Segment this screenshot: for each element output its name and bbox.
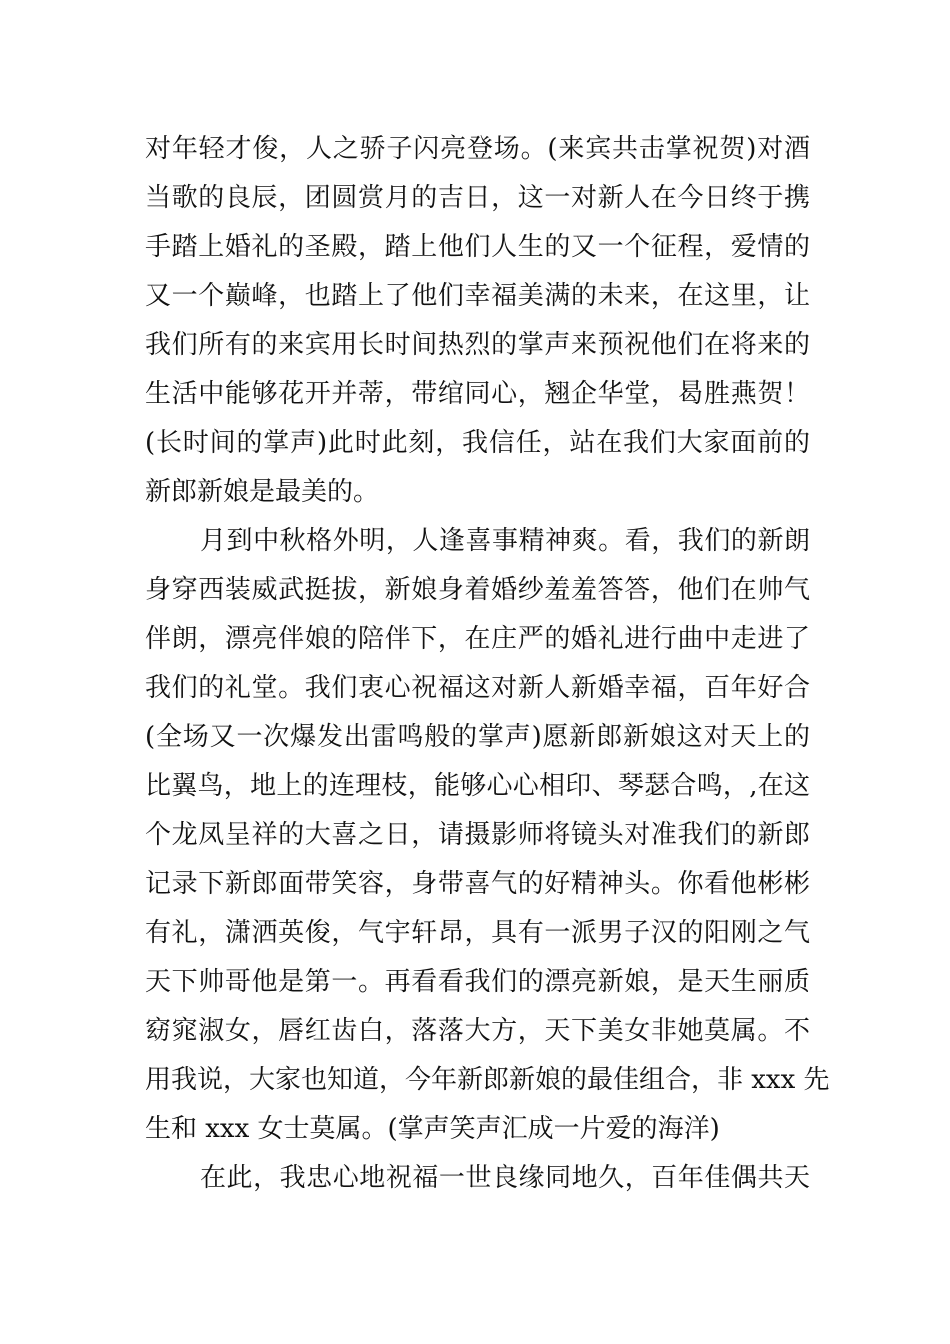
text-line: 个龙凤呈祥的大喜之日，请摄影师将镜头对准我们的新郎 xyxy=(145,820,810,850)
text-line: 月到中秋格外明，人逢喜事精神爽。看，我们的新朗 xyxy=(200,526,810,556)
text-line: (全场又一次爆发出雷鸣般的掌声)愿新郎新娘这对天上的 xyxy=(145,722,810,752)
text-line: 手踏上婚礼的圣殿，踏上他们人生的又一个征程，爱情的 xyxy=(145,232,810,262)
text-line: 身穿西装威武挺拔，新娘身着婚纱羞羞答答，他们在帅气 xyxy=(145,575,810,605)
text-line: 天下帅哥他是第一。再看看我们的漂亮新娘，是天生丽质 xyxy=(145,967,810,997)
text-line: 又一个巅峰，也踏上了他们幸福美满的未来，在这里，让 xyxy=(145,281,810,311)
text-line: 用我说，大家也知道，今年新郎新娘的最佳组合，非 xxx 先 xyxy=(145,1065,830,1095)
text-line: 对年轻才俊，人之骄子闪亮登场。(来宾共击掌祝贺)对酒 xyxy=(145,134,810,164)
text-line: 当歌的良辰，团圆赏月的吉日，这一对新人在今日终于携 xyxy=(145,183,810,213)
text-line: 记录下新郎面带笑容，身带喜气的好精神头。你看他彬彬 xyxy=(145,869,810,899)
text-line: 生活中能够花开并蒂，带绾同心，翘企华堂，曷胜燕贺！ xyxy=(145,379,810,409)
text-line: 新郎新娘是最美的。 xyxy=(145,477,380,507)
text-line: 我们所有的来宾用长时间热烈的掌声来预祝他们在将来的 xyxy=(145,330,810,360)
text-line: (长时间的掌声)此时此刻，我信任，站在我们大家面前的 xyxy=(145,428,810,458)
text-line: 窈窕淑女，唇红齿白，落落大方，天下美女非她莫属。不 xyxy=(145,1016,810,1046)
text-line: 我们的礼堂。我们衷心祝福这对新人新婚幸福，百年好合 xyxy=(145,673,810,703)
text-line: 有礼，潇洒英俊，气宇轩昂，具有一派男子汉的阳刚之气 xyxy=(145,918,810,948)
text-line: 在此，我忠心地祝福一世良缘同地久，百年佳偶共天 xyxy=(200,1163,810,1193)
text-line: 伴朗，漂亮伴娘的陪伴下，在庄严的婚礼进行曲中走进了 xyxy=(145,624,810,654)
text-line: 生和 xxx 女士莫属。(掌声笑声汇成一片爱的海洋) xyxy=(145,1114,720,1144)
text-line: 比翼鸟，地上的连理枝，能够心心相印、琴瑟合鸣，,在这 xyxy=(145,771,810,801)
